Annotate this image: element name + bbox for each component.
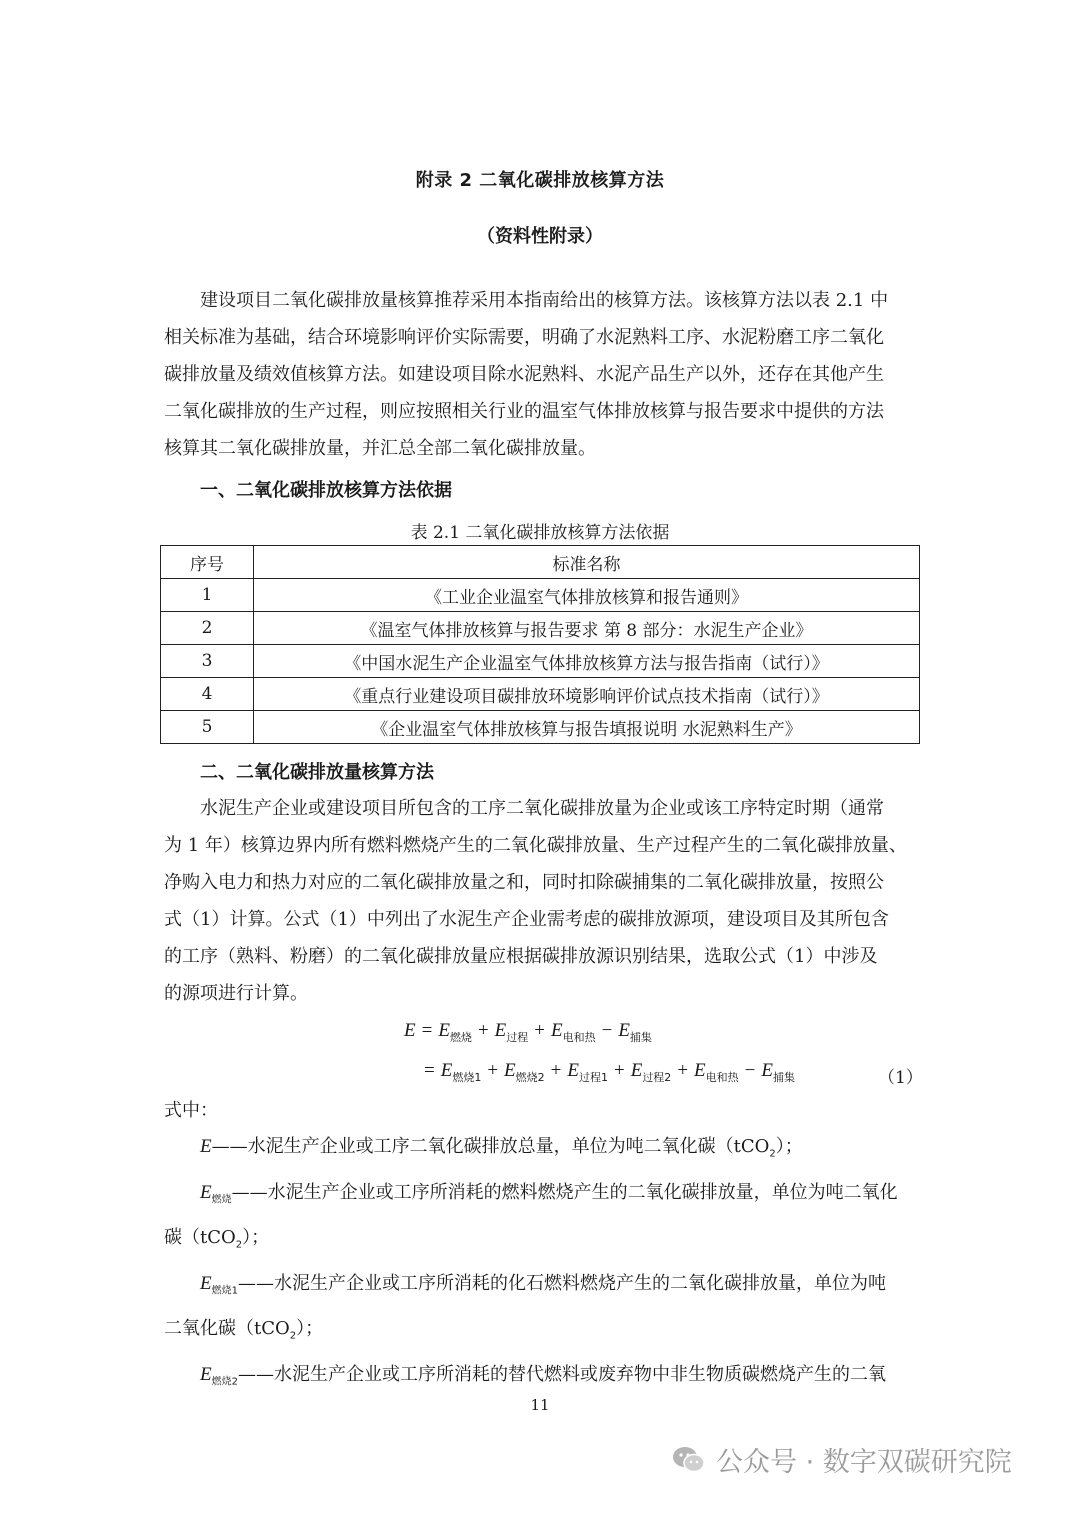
definition-e-combustion2: $E_{燃烧2}——$水泥生产企业或工序所消耗的替代燃料或废弃物中非生物质碳燃烧产生的二氧 xyxy=(200,1363,886,1388)
definition-e-combustion-cont: 碳（tCO$_2$）； xyxy=(164,1227,270,1251)
equation-number: （1） xyxy=(878,1068,923,1088)
header-standard-name: 标准名称 xyxy=(254,546,920,579)
body-line-4: 式（1）计算。公式（1）中列出了水泥生产企业需考虑的碳排放源项，建设项目及其所包含 xyxy=(164,909,889,930)
row-index: 2 xyxy=(161,612,254,645)
body-line-5: 的工序（熟料、粉磨）的二氧化碳排放量应根据碳排放源识别结果，选取公式（1）中涉及 xyxy=(164,946,878,967)
row-standard: 《重点行业建设项目碳排放环境影响评价试点技术指南（试行）》 xyxy=(254,678,920,711)
table-row xyxy=(161,645,920,678)
table-header-row xyxy=(161,546,920,579)
where-label: 式中： xyxy=(164,1100,218,1121)
definition-e-combustion1-cont: 二氧化碳（tCO$_2$）； xyxy=(164,1318,324,1342)
table-caption: 表 2.1 二氧化碳排放核算方法依据 xyxy=(410,523,670,543)
row-standard: 《工业企业温室气体排放核算和报告通则》 xyxy=(254,579,920,612)
row-standard: 《温室气体排放核算与报告要求 第 8 部分：水泥生产企业》 xyxy=(254,612,920,645)
intro-line-1: 建设项目二氧化碳排放量核算推荐采用本指南给出的核算方法。该核算方法以表 2.1 中 xyxy=(200,290,889,311)
table-row xyxy=(161,612,920,645)
formula-line-1: $E = E_{燃烧} + E_{过程} + E_{电和热} - E_{捕集}$ xyxy=(404,1020,652,1044)
page-number: 11 xyxy=(530,1396,550,1414)
row-index: 1 xyxy=(161,579,254,612)
definition-e-combustion1: $E_{燃烧1}——$水泥生产企业或工序所消耗的化石燃料燃烧产生的二氧化碳排放量，单位为吨 xyxy=(200,1272,886,1297)
appendix-subtitle: （资料性附录） xyxy=(477,226,603,247)
intro-line-4: 二氧化碳排放的生产过程，则应按照相关行业的温室气体排放核算与报告要求中提供的方法 xyxy=(164,401,884,422)
standards-table xyxy=(160,545,920,744)
definition-e: E——水泥生产企业或工序二氧化碳排放总量，单位为吨二氧化碳（tCO$_2$）； xyxy=(200,1136,803,1160)
section2-heading: 二、二氧化碳排放量核算方法 xyxy=(200,762,434,783)
appendix-title: 附录 2 二氧化碳排放核算方法 xyxy=(415,170,665,191)
intro-line-5: 核算其二氧化碳排放量，并汇总全部二氧化碳排放量。 xyxy=(164,438,596,459)
definition-e-combustion: $E_{燃烧}——$水泥生产企业或工序所消耗的燃料燃烧产生的二氧化碳排放量，单位为吨二氧化 xyxy=(200,1181,898,1206)
row-index: 5 xyxy=(161,711,254,744)
watermark xyxy=(672,1440,1012,1479)
header-index: 序号 xyxy=(161,546,254,579)
watermark-text: 公众号 · 数字双碳研究院 xyxy=(716,1447,1012,1478)
row-index: 4 xyxy=(161,678,254,711)
body-line-6: 的源项进行计算。 xyxy=(164,983,308,1004)
row-index: 3 xyxy=(161,645,254,678)
intro-line-2: 相关标准为基础，结合环境影响评价实际需要，明确了水泥熟料工序、水泥粉磨工序二氧化 xyxy=(164,327,884,348)
row-standard: 《企业温室气体排放核算与报告填报说明 水泥熟料生产》 xyxy=(254,711,920,744)
intro-paragraph xyxy=(164,282,916,467)
body-line-3: 净购入电力和热力对应的二氧化碳排放量之和，同时扣除碳捕集的二氧化碳排放量，按照公 xyxy=(164,872,884,893)
intro-line-3: 碳排放量及绩效值核算方法。如建设项目除水泥熟料、水泥产品生产以外，还存在其他产生 xyxy=(164,364,884,385)
table-row xyxy=(161,579,920,612)
body-line-2: 为 1 年）核算边界内所有燃料燃烧产生的二氧化碳排放量、生产过程产生的二氧化碳排放量、 xyxy=(164,835,907,856)
row-standard: 《中国水泥生产企业温室气体排放核算方法与报告指南（试行）》 xyxy=(254,645,920,678)
section1-heading: 一、二氧化碳排放核算方法依据 xyxy=(200,480,452,501)
table-row xyxy=(161,678,920,711)
definitions xyxy=(164,1128,916,1402)
table-row xyxy=(161,711,920,744)
wechat-icon xyxy=(672,1446,706,1474)
body-paragraph xyxy=(164,790,916,1012)
formula-line-2: = $E_{燃烧1} + E_{燃烧2} + E_{过程1} + E_{过程2} + E_{电和热} - E_{捕集}$ xyxy=(424,1060,795,1084)
body-line-1: 水泥生产企业或建设项目所包含的工序二氧化碳排放量为企业或该工序特定时期（通常 xyxy=(200,798,884,819)
